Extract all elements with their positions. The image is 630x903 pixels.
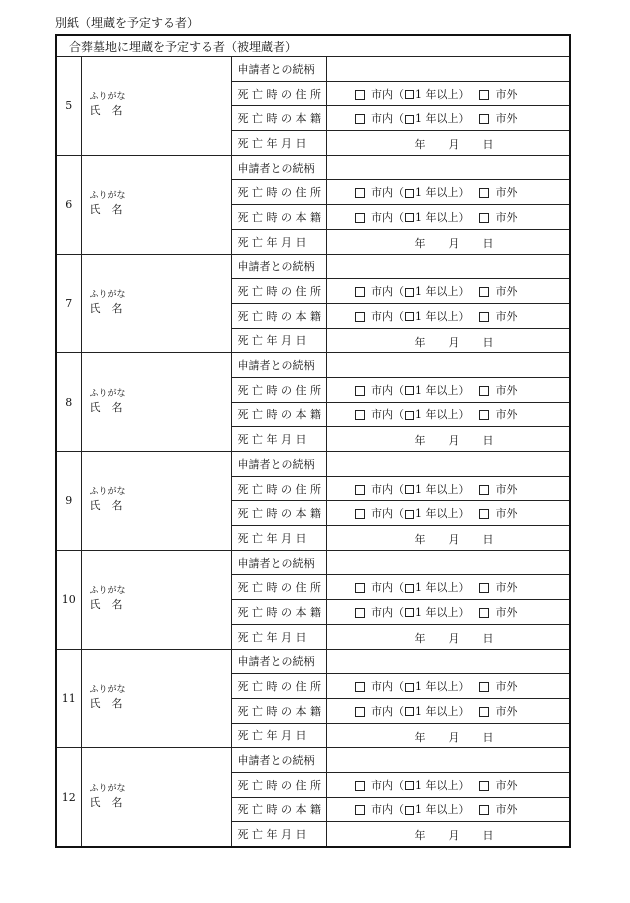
death-date-field[interactable] — [326, 822, 570, 847]
domicile-label: 死 亡 時 の 本 籍 — [231, 106, 326, 131]
name-field[interactable] — [81, 155, 231, 254]
domicile-one-year-label: 1 年以上） — [415, 309, 470, 323]
relation-label: 申請者との続柄 — [231, 155, 326, 180]
address-city-outside-label: 市外 — [495, 87, 518, 101]
document-title: 別紙（埋蔵を予定する者） — [55, 16, 200, 30]
entry-row-relation — [56, 155, 570, 180]
domicile-city-inside-label: 市内（ — [371, 605, 404, 619]
address-one-year-label: 1 年以上） — [415, 778, 470, 792]
address-options — [326, 279, 570, 304]
address-city-inside-checkbox[interactable] — [355, 287, 365, 297]
entry-number: 8 — [56, 353, 81, 452]
furigana-label: ふりがな — [89, 191, 126, 202]
death-date-field[interactable] — [326, 526, 570, 551]
address-one-year-label: 1 年以上） — [415, 186, 470, 200]
address-city-outside-checkbox[interactable] — [479, 188, 489, 198]
day-unit: 日 — [482, 533, 494, 547]
domicile-city-outside-label: 市外 — [495, 408, 518, 422]
relation-label: 申請者との続柄 — [231, 353, 326, 378]
year-unit: 年 — [414, 335, 426, 349]
relation-label: 申請者との続柄 — [231, 550, 326, 575]
domicile-one-year-label: 1 年以上） — [415, 803, 470, 817]
day-unit: 日 — [482, 335, 494, 349]
year-unit: 年 — [414, 730, 426, 744]
name-label: 氏 名 — [89, 400, 123, 414]
domicile-label: 死 亡 時 の 本 籍 — [231, 303, 326, 328]
address-city-inside-checkbox[interactable] — [355, 781, 365, 791]
address-one-year-label: 1 年以上） — [415, 285, 470, 299]
domicile-label: 死 亡 時 の 本 籍 — [231, 600, 326, 625]
domicile-one-year-checkbox[interactable] — [405, 510, 414, 519]
furigana-label: ふりがな — [89, 487, 126, 498]
address-city-outside-checkbox[interactable] — [479, 287, 489, 297]
domicile-one-year-checkbox[interactable] — [405, 806, 414, 815]
domicile-city-outside-label: 市外 — [495, 210, 518, 224]
domicile-city-inside-label: 市内（ — [371, 507, 404, 521]
domicile-options — [326, 106, 570, 131]
date-label: 死 亡 年 月 日 — [231, 131, 326, 156]
domicile-one-year-checkbox[interactable] — [405, 213, 414, 222]
relation-field[interactable] — [326, 254, 570, 279]
year-unit: 年 — [414, 533, 426, 547]
address-city-inside-checkbox[interactable] — [355, 682, 365, 692]
address-city-inside-label: 市内（ — [371, 186, 404, 200]
address-label: 死 亡 時 の 住 所 — [231, 476, 326, 501]
domicile-city-outside-label: 市外 — [495, 507, 518, 521]
domicile-options — [326, 501, 570, 526]
address-options — [326, 772, 570, 797]
entry-number: 9 — [56, 452, 81, 551]
day-unit: 日 — [482, 434, 494, 448]
furigana-label: ふりがな — [89, 92, 126, 103]
address-city-inside-checkbox[interactable] — [355, 90, 365, 100]
year-unit: 年 — [414, 829, 426, 843]
address-city-outside-checkbox[interactable] — [479, 682, 489, 692]
domicile-city-inside-label: 市内（ — [371, 210, 404, 224]
domicile-city-outside-checkbox[interactable] — [479, 114, 489, 124]
domicile-options — [326, 205, 570, 230]
burial-form-table — [55, 34, 571, 848]
address-city-inside-checkbox[interactable] — [355, 583, 365, 593]
address-city-inside-label: 市内（ — [371, 680, 404, 694]
domicile-label: 死 亡 時 の 本 籍 — [231, 205, 326, 230]
name-label: 氏 名 — [89, 203, 123, 217]
address-city-outside-label: 市外 — [495, 383, 518, 397]
entry-number: 10 — [56, 550, 81, 649]
domicile-one-year-checkbox[interactable] — [405, 411, 414, 420]
domicile-city-outside-label: 市外 — [495, 704, 518, 718]
domicile-label: 死 亡 時 の 本 籍 — [231, 797, 326, 822]
address-one-year-label: 1 年以上） — [415, 87, 470, 101]
domicile-city-inside-checkbox[interactable] — [355, 608, 365, 618]
relation-field[interactable] — [326, 57, 570, 82]
domicile-city-outside-label: 市外 — [495, 803, 518, 817]
relation-label: 申請者との続柄 — [231, 748, 326, 773]
address-one-year-label: 1 年以上） — [415, 581, 470, 595]
address-one-year-checkbox[interactable] — [405, 288, 414, 297]
domicile-city-inside-checkbox[interactable] — [355, 707, 365, 717]
day-unit: 日 — [482, 631, 494, 645]
domicile-options — [326, 698, 570, 723]
relation-field[interactable] — [326, 452, 570, 477]
entry-number: 12 — [56, 748, 81, 847]
domicile-one-year-checkbox[interactable] — [405, 115, 414, 124]
address-city-outside-label: 市外 — [495, 482, 518, 496]
relation-label: 申請者との続柄 — [231, 452, 326, 477]
address-city-outside-label: 市外 — [495, 778, 518, 792]
address-city-outside-checkbox[interactable] — [479, 386, 489, 396]
address-label: 死 亡 時 の 住 所 — [231, 180, 326, 205]
address-city-inside-label: 市内（ — [371, 778, 404, 792]
name-field[interactable] — [81, 550, 231, 649]
entry-row-relation — [56, 649, 570, 674]
address-label: 死 亡 時 の 住 所 — [231, 674, 326, 699]
entry-number: 5 — [56, 57, 81, 156]
domicile-city-outside-checkbox[interactable] — [479, 213, 489, 223]
address-one-year-checkbox[interactable] — [405, 683, 414, 692]
address-city-outside-checkbox[interactable] — [479, 90, 489, 100]
name-field[interactable] — [81, 748, 231, 847]
domicile-city-inside-label: 市内（ — [371, 112, 404, 126]
domicile-options — [326, 303, 570, 328]
address-city-outside-checkbox[interactable] — [479, 583, 489, 593]
month-unit: 月 — [448, 631, 460, 645]
year-unit: 年 — [414, 138, 426, 152]
death-date-field[interactable] — [326, 723, 570, 748]
domicile-city-outside-label: 市外 — [495, 605, 518, 619]
domicile-city-outside-checkbox[interactable] — [479, 707, 489, 717]
domicile-label: 死 亡 時 の 本 籍 — [231, 698, 326, 723]
domicile-city-inside-checkbox[interactable] — [355, 312, 365, 322]
address-city-inside-checkbox[interactable] — [355, 188, 365, 198]
domicile-city-outside-label: 市外 — [495, 112, 518, 126]
entry-number: 11 — [56, 649, 81, 748]
name-label: 氏 名 — [89, 696, 123, 710]
date-label: 死 亡 年 月 日 — [231, 526, 326, 551]
domicile-city-outside-checkbox[interactable] — [479, 608, 489, 618]
address-label: 死 亡 時 の 住 所 — [231, 279, 326, 304]
domicile-one-year-checkbox[interactable] — [405, 608, 414, 617]
address-one-year-checkbox[interactable] — [405, 90, 414, 99]
address-city-inside-label: 市内（ — [371, 482, 404, 496]
table-header: 合葬墓地に埋蔵を予定する者（被埋蔵者） — [56, 35, 570, 57]
date-label: 死 亡 年 月 日 — [231, 723, 326, 748]
relation-label: 申請者との続柄 — [231, 649, 326, 674]
address-options — [326, 180, 570, 205]
entry-row-relation — [56, 254, 570, 279]
relation-label: 申請者との続柄 — [231, 254, 326, 279]
furigana-label: ふりがな — [89, 586, 126, 597]
address-city-outside-checkbox[interactable] — [479, 781, 489, 791]
address-city-inside-label: 市内（ — [371, 581, 404, 595]
domicile-city-outside-label: 市外 — [495, 309, 518, 323]
death-date-field[interactable] — [326, 131, 570, 156]
address-label: 死 亡 時 の 住 所 — [231, 772, 326, 797]
year-unit: 年 — [414, 236, 426, 250]
name-label: 氏 名 — [89, 795, 123, 809]
month-unit: 月 — [448, 138, 460, 152]
day-unit: 日 — [482, 730, 494, 744]
day-unit: 日 — [482, 236, 494, 250]
address-one-year-label: 1 年以上） — [415, 680, 470, 694]
domicile-city-inside-label: 市内（ — [371, 408, 404, 422]
domicile-one-year-label: 1 年以上） — [415, 507, 470, 521]
address-one-year-checkbox[interactable] — [405, 189, 414, 198]
day-unit: 日 — [482, 138, 494, 152]
domicile-city-inside-checkbox[interactable] — [355, 509, 365, 519]
domicile-city-outside-checkbox[interactable] — [479, 312, 489, 322]
domicile-one-year-label: 1 年以上） — [415, 408, 470, 422]
date-label: 死 亡 年 月 日 — [231, 328, 326, 353]
domicile-options — [326, 797, 570, 822]
domicile-options — [326, 402, 570, 427]
domicile-city-inside-label: 市内（ — [371, 803, 404, 817]
entry-row-relation — [56, 452, 570, 477]
month-unit: 月 — [448, 335, 460, 349]
name-field[interactable] — [81, 57, 231, 156]
day-unit: 日 — [482, 829, 494, 843]
address-label: 死 亡 時 の 住 所 — [231, 575, 326, 600]
death-date-field[interactable] — [326, 328, 570, 353]
death-date-field[interactable] — [326, 229, 570, 254]
address-city-outside-checkbox[interactable] — [479, 485, 489, 495]
domicile-one-year-label: 1 年以上） — [415, 704, 470, 718]
address-city-outside-label: 市外 — [495, 186, 518, 200]
domicile-one-year-checkbox[interactable] — [405, 707, 414, 716]
furigana-label: ふりがな — [89, 684, 126, 695]
domicile-city-inside-checkbox[interactable] — [355, 213, 365, 223]
name-label: 氏 名 — [89, 598, 123, 612]
address-options — [326, 81, 570, 106]
name-field[interactable] — [81, 452, 231, 551]
death-date-field[interactable] — [326, 427, 570, 452]
month-unit: 月 — [448, 434, 460, 448]
address-options — [326, 476, 570, 501]
address-city-outside-label: 市外 — [495, 285, 518, 299]
domicile-city-inside-checkbox[interactable] — [355, 114, 365, 124]
address-city-outside-label: 市外 — [495, 680, 518, 694]
domicile-city-inside-label: 市内（ — [371, 704, 404, 718]
domicile-label: 死 亡 時 の 本 籍 — [231, 402, 326, 427]
relation-field[interactable] — [326, 155, 570, 180]
domicile-city-inside-checkbox[interactable] — [355, 805, 365, 815]
month-unit: 月 — [448, 730, 460, 744]
year-unit: 年 — [414, 631, 426, 645]
date-label: 死 亡 年 月 日 — [231, 822, 326, 847]
domicile-one-year-label: 1 年以上） — [415, 605, 470, 619]
furigana-label: ふりがな — [89, 783, 126, 794]
name-label: 氏 名 — [89, 499, 123, 513]
entry-row-relation — [56, 57, 570, 82]
address-city-inside-checkbox[interactable] — [355, 485, 365, 495]
address-label: 死 亡 時 の 住 所 — [231, 377, 326, 402]
entry-number: 6 — [56, 155, 81, 254]
relation-field[interactable] — [326, 550, 570, 575]
address-one-year-label: 1 年以上） — [415, 482, 470, 496]
month-unit: 月 — [448, 829, 460, 843]
address-city-outside-label: 市外 — [495, 581, 518, 595]
month-unit: 月 — [448, 236, 460, 250]
domicile-city-outside-checkbox[interactable] — [479, 410, 489, 420]
address-city-inside-label: 市内（ — [371, 87, 404, 101]
entry-row-relation — [56, 550, 570, 575]
domicile-one-year-label: 1 年以上） — [415, 210, 470, 224]
domicile-one-year-label: 1 年以上） — [415, 112, 470, 126]
domicile-city-outside-checkbox[interactable] — [479, 509, 489, 519]
domicile-label: 死 亡 時 の 本 籍 — [231, 501, 326, 526]
month-unit: 月 — [448, 533, 460, 547]
date-label: 死 亡 年 月 日 — [231, 624, 326, 649]
name-label: 氏 名 — [89, 301, 123, 315]
domicile-city-inside-checkbox[interactable] — [355, 410, 365, 420]
address-city-inside-label: 市内（ — [371, 383, 404, 397]
address-options — [326, 575, 570, 600]
name-field[interactable] — [81, 649, 231, 748]
entry-number: 7 — [56, 254, 81, 353]
address-label: 死 亡 時 の 住 所 — [231, 81, 326, 106]
relation-label: 申請者との続柄 — [231, 57, 326, 82]
address-city-inside-checkbox[interactable] — [355, 386, 365, 396]
furigana-label: ふりがな — [89, 388, 126, 399]
domicile-one-year-checkbox[interactable] — [405, 312, 414, 321]
address-one-year-checkbox[interactable] — [405, 386, 414, 395]
date-label: 死 亡 年 月 日 — [231, 427, 326, 452]
domicile-options — [326, 600, 570, 625]
name-field[interactable] — [81, 254, 231, 353]
furigana-label: ふりがな — [89, 289, 126, 300]
address-one-year-checkbox[interactable] — [405, 485, 414, 494]
address-options — [326, 674, 570, 699]
year-unit: 年 — [414, 434, 426, 448]
address-options — [326, 377, 570, 402]
date-label: 死 亡 年 月 日 — [231, 229, 326, 254]
entry-row-relation — [56, 353, 570, 378]
name-field[interactable] — [81, 353, 231, 452]
relation-field[interactable] — [326, 353, 570, 378]
address-one-year-checkbox[interactable] — [405, 781, 414, 790]
death-date-field[interactable] — [326, 624, 570, 649]
address-one-year-label: 1 年以上） — [415, 383, 470, 397]
entry-row-relation — [56, 748, 570, 773]
relation-field[interactable] — [326, 649, 570, 674]
relation-field[interactable] — [326, 748, 570, 773]
table-header-row — [56, 35, 570, 57]
domicile-city-outside-checkbox[interactable] — [479, 805, 489, 815]
address-city-inside-label: 市内（ — [371, 285, 404, 299]
domicile-city-inside-label: 市内（ — [371, 309, 404, 323]
address-one-year-checkbox[interactable] — [405, 584, 414, 593]
name-label: 氏 名 — [89, 104, 123, 118]
